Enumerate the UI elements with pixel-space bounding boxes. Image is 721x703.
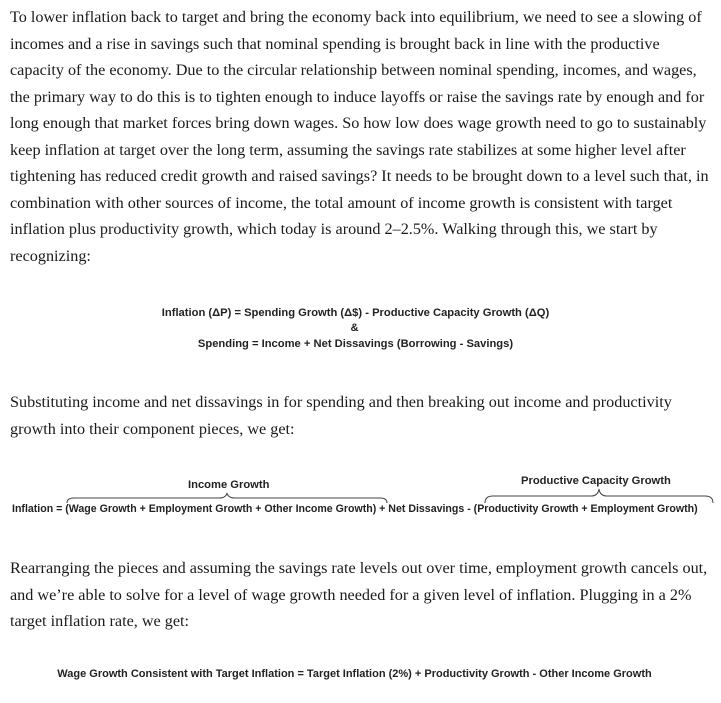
spending-identity-formula: Spending = Income + Net Dissavings (Borrowing - Savings) bbox=[197, 338, 514, 350]
formula-connector: & bbox=[350, 322, 359, 334]
inflation-identity-formula: Inflation (ΔP) = Spending Growth (Δ$) - Productive Capacity Growth (ΔQ) bbox=[161, 307, 550, 319]
wage-growth-target-formula: Wage Growth Consistent with Target Inflation = Target Inflation (2%) + Productivity Growth - Other Income Growth bbox=[57, 668, 652, 680]
productive-capacity-brace bbox=[484, 488, 714, 504]
productive-capacity-growth-label: Productive Capacity Growth bbox=[521, 475, 671, 487]
rearranging-paragraph: Rearranging the pieces and assuming the savings rate levels out over time, employment growth cancels out, and we’re able to solve for a level of wage growth needed for a given level of inflation. Plugging in a 2% target inflation rate, we get: bbox=[10, 559, 708, 630]
substitution-paragraph: Substituting income and net dissavings in for spending and then breaking out income and productivity growth into their component pieces, we get: bbox=[10, 393, 672, 438]
income-growth-label: Income Growth bbox=[188, 479, 270, 491]
intro-paragraph: To lower inflation back to target and bring the economy back into equilibrium, we need to see a slowing of incomes and a rise in savings such that nominal spending is brought back in line with the productive capacity of the economy. Due to the circular relationship between nominal spending, incomes, and wages, the primary way to do this is to tighten enough to induce layoffs or raise the savings rate by enough and for long enough that market forces bring down wages. So how low does wage growth need to go to sustainably keep inflation at target over the long term, assuming the savings rate stabilizes at some higher level after tightening has reduced credit growth and raised savings? It needs to be brought down to a level such that, in combination with other sources of income, the total amount of income growth is consistent with target inflation plus productivity growth, which today is around 2–2.5%. Walking through this, we start by recognizing: bbox=[10, 8, 709, 265]
expanded-inflation-formula: Inflation = (Wage Growth + Employment Growth + Other Income Growth) + Net Dissavings - (Productivity Growth + Employment Growth) bbox=[12, 503, 698, 515]
